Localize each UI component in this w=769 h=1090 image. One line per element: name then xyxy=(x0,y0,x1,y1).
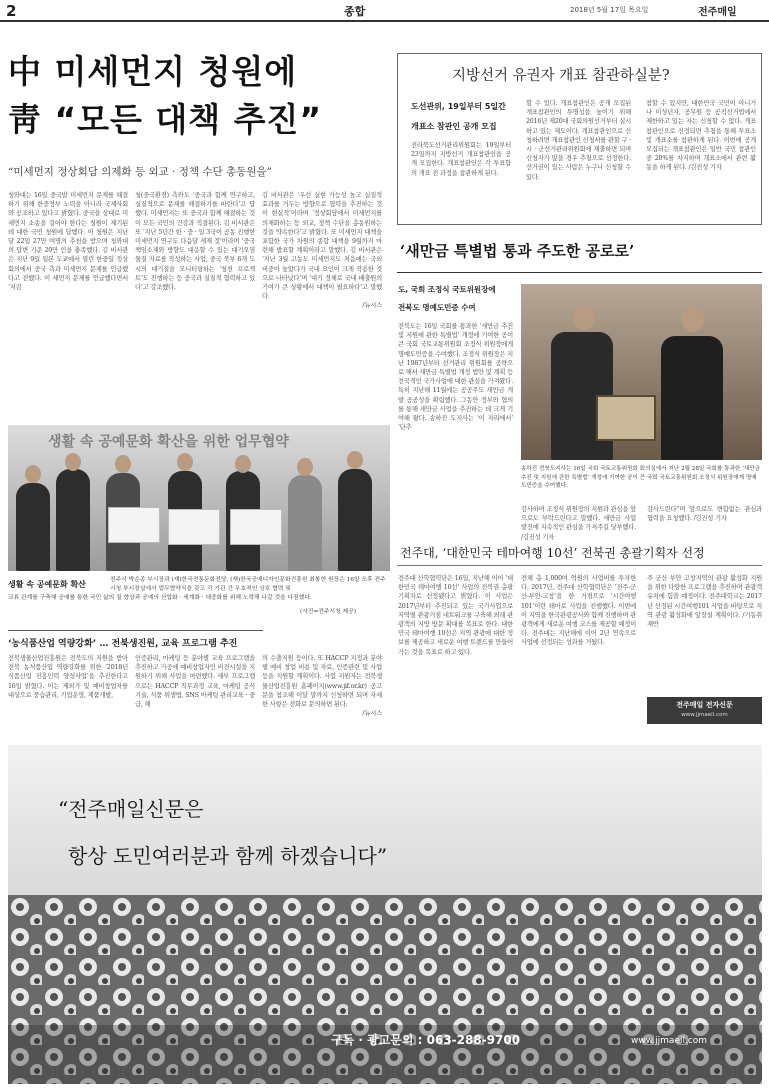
article1-caption-credit: (사진=전주시청 제공) xyxy=(300,609,357,615)
issue-date: 2018년 5월 17일 목요일 xyxy=(570,6,649,14)
article1-caption: 전주시 박순종 부시장과 (재)한국전통문화전당, (재)한국공예디자인문화진흥원 최봉현 원장은 16일 오후 전주시청 부시장실에서 업무협약식을 갖고 각 기관 간 우호적인 상호 협력 및 xyxy=(110,577,386,592)
person-head xyxy=(177,453,193,471)
person-head xyxy=(235,455,251,473)
agreement-document xyxy=(230,509,282,545)
article3-column-3: 감사드린다”며 앞으로도 변함없는 관심과 협력을 요청했다. /김진성 기자 xyxy=(647,506,762,523)
article2-column-1: 전라북도선거관리위원회는 19일부터 23일까지 지방선거 개표참관인을 공개 모집한다. 개표참관인은 각 투표함의 개표 전 과정을 참관하게 된다. xyxy=(411,142,511,177)
article1-byline: /뉴시스 xyxy=(362,302,382,310)
article1-caption-cont: 교류 관계를 구축해 공예를 통한 국민 삶의 질 향상과 공예의 산업화 · 세계화 · 대중화를 위해 노력해 나갈 것을 다짐했다. xyxy=(8,595,312,601)
page-number: 2 xyxy=(6,2,17,20)
article1-caption-title: 생활 속 공예문화 확산 xyxy=(8,580,86,589)
person-figure xyxy=(288,475,322,571)
article4-column-1: 전북생물산업진흥원은 전북도의 지원을 받아 전북 농식품산업 역량강화를 위한 ‘2018년 식품산업 진흥인력 양성사업’을 추진한다고 16일 밝혔다. 이는 제외가 및 예비창업자를 대상으로 풍습관리, 기업운영, 제품개발, xyxy=(8,655,128,699)
article5-headline: 전주대, ‘대한민국 테마여행 10선’ 전북권 총괄기획자 선정 xyxy=(400,546,705,560)
article3-rule xyxy=(397,272,762,273)
article2-subhead-2: 개표소 참관인 공개 모집 xyxy=(411,122,497,131)
article2-column-2: 할 수 있다. 개표참관인은 공개 모집된 개표참관인의 투명성을 높이기 위해 2016년 제20대 국회의원선거부터 실시하고 있는 제도이다. 개표참관인으로 신청하려면 개표참관인 신청서를 관할 구 · 시 · 군선거관리위원회에 제출하면 되며 신청자가 많을 경우 추첨으로 선정한다. 선거권이 있는 사람은 누구나 신청할 수 있다. xyxy=(526,100,631,181)
article1-headline xyxy=(8,48,388,144)
article5-column-2: 전체 총 1,000여 억원의 사업비를 투자한다. 2017년, 전주대 산학협력단은 ‘전주-군산-부안-고창’을 한 거점으로 ‘시간여행101’이란 테마로 사업을 진행했다. 이번에 이 지역을 한국관광공사와 함께 진행하며 관광객에게 새로운 여행 코스를 제공할 예정이다. 전주대는 지난해에 이어 2년 연속으로 사업에 선정되는 성과를 거뒀다. xyxy=(521,575,636,647)
paper-name: 전주매일 xyxy=(698,7,737,18)
person-head xyxy=(115,455,131,473)
article3-photo-caption: 송하진 전북도지사는 16일 국회 국토교통위원회 회의실에서 지난 2월 28일 국회를 통과한 ‘새만금 추진 및 지원에 관한 특별법’ 개정에 기여한 공이 큰 국회 국토교통위원회 조정식 위원장에게 명예도민증을 수여했다. xyxy=(521,466,761,490)
article4-headline: ‘농식품산업 역량강화’ … 전북생진원, 교육 프로그램 추진 xyxy=(8,639,238,649)
person-figure xyxy=(16,483,50,571)
article4-byline: /뉴시스 xyxy=(362,710,382,718)
article1-headline-line2: 靑 “모든 대책 추진” xyxy=(8,100,323,139)
article3-column-1: 전북도는 16일 국회를 통과한 ‘새만금 추진 및 지원에 관한 특별법’ 개정에 기여한 공이 큰 국회 국토교통위원회 조정식 위원장에게 명예도민증을 수여했다. 조정식 위원장은 지난 1987년부터 선거관리 위원회를 공략으로 해서 새만금 특별법 개정 법안 및 계획 등 전국적인 국가사업에 대한 관심을 가져왔다. 특히 지난해 11월에는 공공주도 새만금 개발 공공성을 확립했다. 그동안 정부와 협의를 통해 새만금 사업을 추진하는 데 크게 기여해 왔다. 송하진 도지사는 ‘이 자리에서’ ‘단추 xyxy=(398,323,513,432)
agreement-document xyxy=(168,509,220,545)
section-title: 종합 xyxy=(344,5,366,18)
article2-headline: 지방선거 유권자 개표 참관하실분? xyxy=(452,68,670,84)
e-paper-ad-url: www.jjmaeil.com xyxy=(681,712,728,718)
e-paper-ad[interactable] xyxy=(647,697,762,724)
article2-subhead-1: 도선관위, 19일부터 5일간 xyxy=(411,102,506,111)
article4-column-3-text: 의 수출지원 등이다. 또 HACCP 지정과 분야별 예비 창업 비용 및 자료, 인증관련 및 사업 등을 지원할 계획이다. 사업 지원자는 전북생물산업진흥원 홈페이지(www.jif.or.kr) 공고문을 참조해 이달 말까지 신청하면 되며 자세한 사항은 전화로 문의하면 된다. xyxy=(262,655,382,709)
article4-column-2: 인증관리, 마케팅 등 분야별 교육 프로그램을 추진하고 가공에 예비창업자인 비전시설을 지원하기 위해 사업을 마련했다. 세부 프로그램으로는 HACCP 직무과정 교육, 마케팅 공식기술, 식품 위생법, SNS 마케팅 관리교육 · 중급, 해 xyxy=(135,655,255,709)
article1-column-1: 청와대는 16일 중국발 미세먼지 문제를 해결하기 위해 한중정부 노력을 아니라 국제사회와 공조하고 있다고 밝혔다. 중국을 상대로 미세먼지 소송을 걸어야 한다는 청원이 제기된 데 대한 국민 청원에 답했다. 이 청원은 지난달 22일 27만 여명의 추천을 받으며 청와대의 답변 기준 20만 인을 충족했다. 김 비서관은 지난 9일 일본 도쿄에서 열린 한중일 정상회의에서 중국 측과 미세먼지 문제를 언급했다고 전했다. 이 세먼지 문제를 언급했다면서 ‘저감 xyxy=(8,192,128,292)
photo-banner: 생활 속 공예문화 확산을 위한 업무협약 xyxy=(48,434,289,450)
article3-headline: ‘새만금 특별법 통과 주도한 공로로’ xyxy=(400,242,635,260)
agreement-document xyxy=(108,507,160,543)
person-head xyxy=(347,451,363,469)
article5-rule xyxy=(397,565,762,566)
article3-subhead-1: 도, 국회 조정식 국토위원장에 xyxy=(398,285,496,294)
person-head xyxy=(682,306,704,332)
person-figure xyxy=(661,336,723,460)
article1-headline-line1: 中 미세먼지 청원에 xyxy=(8,52,298,91)
person-head xyxy=(297,458,313,476)
honorary-certificate xyxy=(596,395,656,441)
ad-slogan-line2: 항상 도민여러분과 함께 하겠습니다” xyxy=(68,844,388,868)
page-header xyxy=(0,0,769,22)
article5-column-3: 주 군산 부안 고창지역의 관광 활성화 지원을 위한 다양한 프로그램을 추진하며 관광객 유치에 힘쓸 예정이다. 전주대학교는 2017년 선정된 시간여행101 사업을 바탕으로 지역 관광 활성화에 앞장설 계획이다. /기동취재반 xyxy=(647,575,762,629)
article1-column-2: 청(중국환경) 측와도 ‘중국과 함께 연구하고, 실질적으로 문제를 해결하기를 바란다’고 답했다. 미세먼지는 또 중국과 함께 해결하는 것이 모든 국민의 건강과 직결된다. 김 비서관은 또 ‘지난 5년간 한 · 중 · 일 3국이 공동 진행한 미세먼지 연구도 다음달 게재 것’이라며 ‘중국 책임소재와 방향도 대응할 수 있는 대기오염물질 자료를 작성하는 사업, 중국 북부 6개 도시의 대기질을 모니터링하는 ‘청천 프로젝트’도 진행하는 등 중국과 실질적 협력하고 있다’고 강조했다. xyxy=(135,192,255,292)
person-head xyxy=(573,304,595,330)
article1-subheadline: “미세먼지 정상회담 의제화 등 외교 · 정책 수단 총동원을” xyxy=(8,166,272,178)
article3-column-2: 감사하며 조정식 위원장의 지원과 관심을 앞으로도 부탁드린다고 말했다. 새만금 사업 발전에 지속적인 관심을 가져주길 당부했다. /김진성 기자 xyxy=(521,506,636,541)
ad-contact: 구독 · 광고문의 : 063-288-9700 xyxy=(331,1033,521,1047)
article3-subhead-2: 전북도 명예도민증 수여 xyxy=(398,303,476,312)
article1-photo xyxy=(8,425,390,571)
article1-column-3-text: 김 비서관은 ‘우선 실현 가능성 높고 실질적 효과를 거두는 방향으로 협력을 추진하는 것이 현실적’이라며 ‘정상회담에서 미세먼지를 의제화하는 등 외교, 정책 수단을 총동원하는 것을 약속한다’고 밝혔다. 또 미세먼지 대책을 포함한 국가 차원의 종합 대책을 9월까지 마련해 발표할 계획이라고 말했다. 김 비서관은 ‘지난 3월 고농도 미세먼지도 처음에는 국외 비중이 높았다가 국내 요인이 크게 작용한 것으로 나타났다’며 ‘대기 정체로 국내 배출원의 기여가 큰 상황에서 대책이 필요하다’고 말했다. xyxy=(262,192,382,301)
article1-column-3 xyxy=(262,191,382,407)
person-figure xyxy=(338,469,372,571)
e-paper-ad-title: 전주매일 전자신문 xyxy=(676,701,733,709)
article2-column-3: 참할 수 있지만, 대한민국 국민이 아니거나 미성년자, 공무원 등 공직선거법에서 제한하고 있는 자는 신청할 수 없다. 개표참관인으로 선정되면 추첨을 통해 투표소 및 개표소를 참관하게 된다. 이번에 공개모집되는 개표참관인은 일반 국민 참관인 중 20%를 차지하며 개표소에서 관련 활동을 하게 된다. /김진성 기자 xyxy=(646,100,756,172)
ad-slogan-line1: “전주매일신문은 xyxy=(58,797,204,821)
person-head xyxy=(25,465,41,483)
person-head xyxy=(65,453,81,471)
article4-column-3 xyxy=(262,654,382,734)
person-figure xyxy=(56,469,90,571)
article5-column-1: 전주대 산학협력단은 16일, 지난해 이어 ‘대한민국 테마여행 10선’ 사업의 전북권 총괄기획자로 선정됐다고 밝혔다. 이 사업은 2017년부터 추진되고 있는 국가사업으로 지역별 관광거점 네트워크를 구축해 외래 관광객의 지방 방문 확대를 목표로 한다. 대한민국 테마여행 10선은 지역 관광에 대한 정보를 제공하고 새로운 여행 트렌드를 만들어 가는 것을 목표로 하고 있다. xyxy=(398,575,513,656)
ad-url[interactable]: www.jjmaeil.com xyxy=(631,1036,708,1046)
